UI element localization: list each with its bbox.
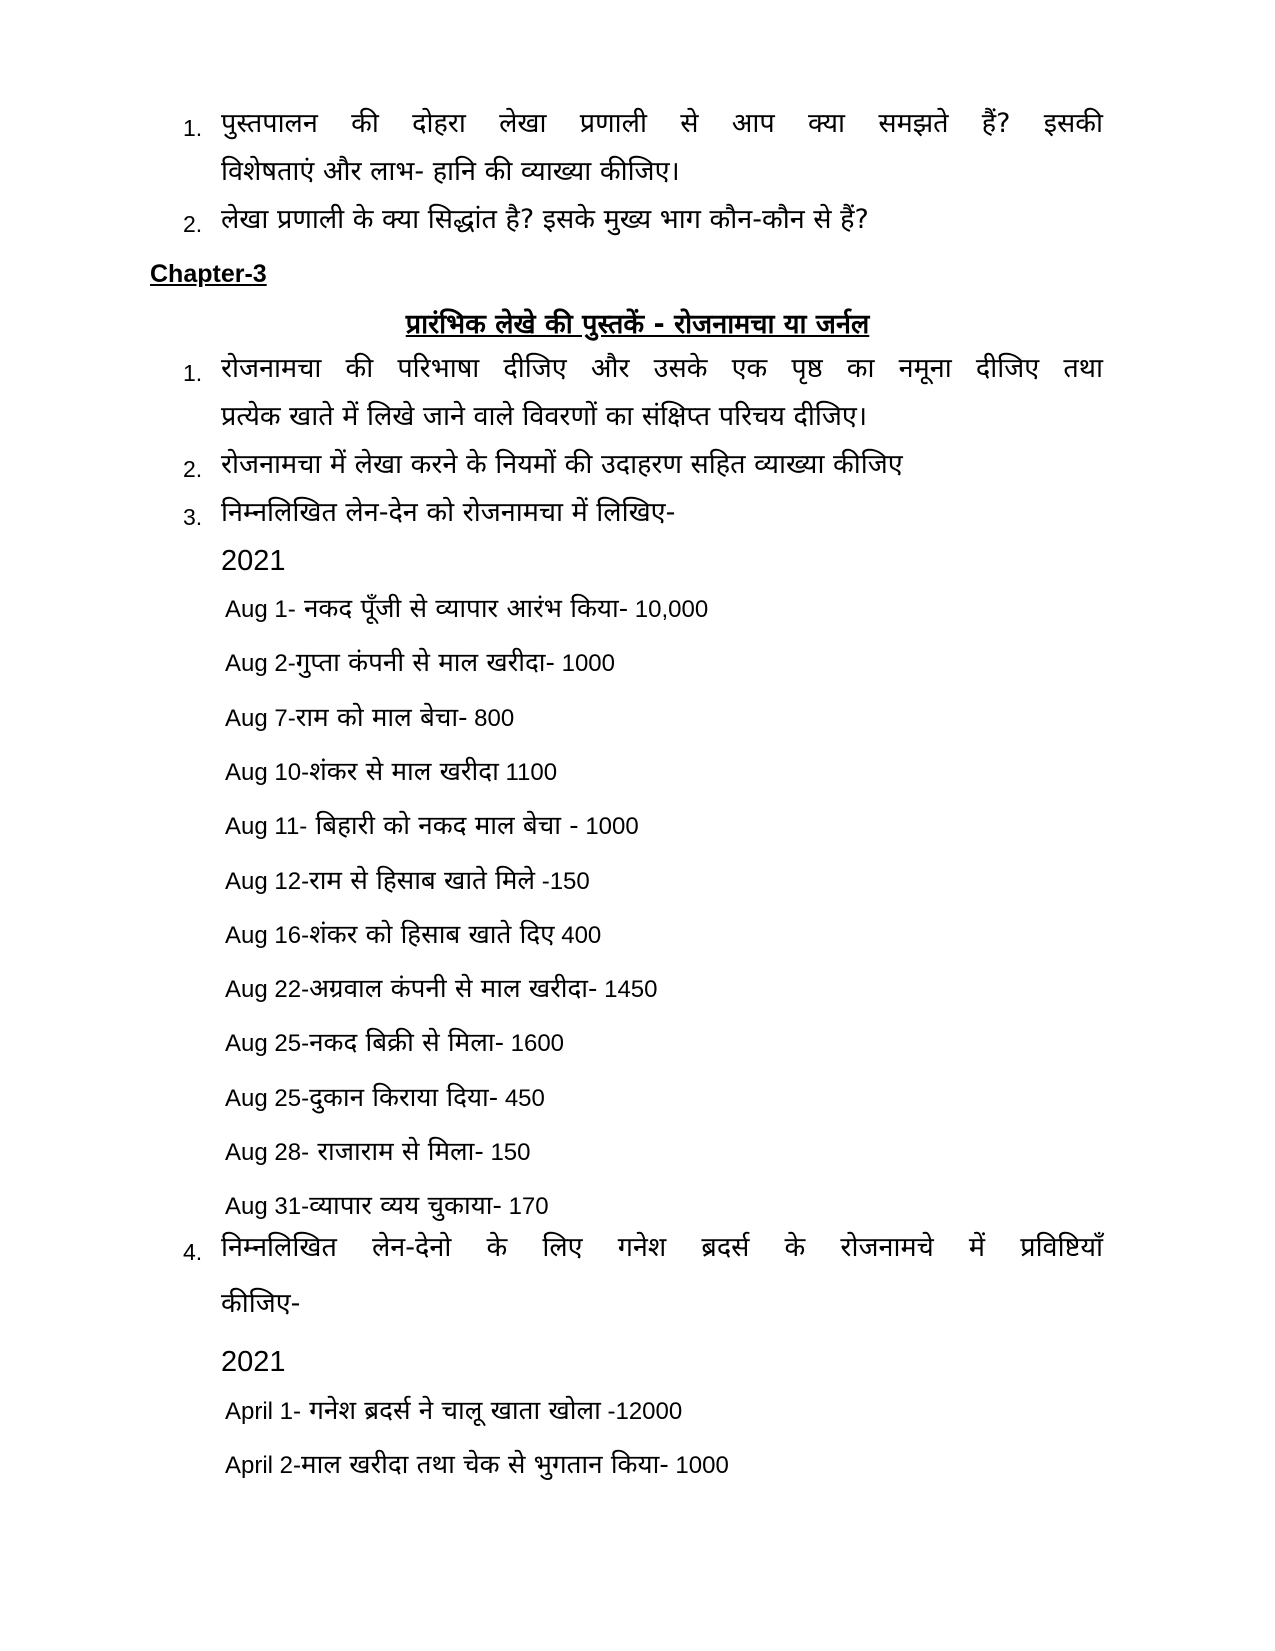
transaction-description: राजाराम से मिला-	[309, 1137, 484, 1167]
transaction-amount: 1000	[668, 1452, 729, 1479]
transaction-description: शंकर से माल खरीदा	[309, 756, 499, 787]
transaction-entry	[225, 596, 708, 622]
question-text: विशेषताएं और लाभ- हानि की व्याख्या कीजिए।	[221, 156, 680, 187]
transaction-date: April 2-	[225, 1452, 302, 1479]
transaction-amount: 400	[554, 921, 602, 949]
transaction-amount: 800	[467, 704, 515, 732]
transaction-amount: 170	[501, 1193, 549, 1221]
transaction-description: गनेश ब्रदर्स ने चालू खाता खोला	[301, 1396, 601, 1426]
chapter-heading: प्रारंभिक लेखे की पुस्तकें - रोजनामचा या जर्नल	[405, 309, 870, 340]
transaction-entry	[225, 1028, 565, 1059]
question-number: 2.	[183, 211, 203, 237]
transaction-date: Aug 16-	[225, 921, 310, 949]
transaction-amount: 450	[498, 1084, 545, 1112]
transaction-date: Aug 12-	[225, 867, 310, 895]
question-number: 2.	[183, 456, 203, 482]
transaction-amount: 150	[483, 1139, 531, 1166]
transaction-amount: 1000	[578, 813, 639, 841]
transaction-amount: 1100	[498, 758, 558, 786]
transaction-entry	[225, 974, 658, 1005]
transaction-date: Aug 25-	[225, 1084, 310, 1112]
transaction-description: राम को माल बेचा-	[295, 702, 468, 733]
transaction-amount: 1450	[597, 976, 658, 1004]
transaction-date: Aug 1-	[225, 596, 296, 623]
question-number: 3.	[183, 504, 203, 530]
transaction-amount: 1600	[503, 1030, 565, 1058]
question-number: 1.	[183, 360, 203, 386]
transaction-date: Aug 22-	[225, 976, 310, 1004]
chapter-label: Chapter-3	[150, 260, 267, 288]
transaction-entry	[225, 1398, 682, 1424]
transaction-entry	[225, 648, 615, 679]
question-number: 1.	[183, 115, 203, 141]
question-text: रोजनामचा में लेखा करने के नियमों की उदाहरण सहित व्याख्या कीजिए	[221, 449, 903, 480]
transaction-entry	[225, 1139, 531, 1165]
transaction-amount: -12000	[600, 1398, 683, 1425]
question-text: कीजिए-	[221, 1288, 301, 1319]
transaction-entry	[225, 811, 639, 842]
transaction-date: Aug 28-	[225, 1139, 310, 1166]
transaction-date: April 1-	[225, 1398, 302, 1425]
transaction-entry	[225, 1191, 549, 1222]
transaction-entry	[225, 919, 602, 950]
transaction-description: गुप्ता कंपनी से माल खरीदा-	[295, 648, 555, 679]
question-text: लेखा प्रणाली के क्या सिद्धांत है? इसके मुख्य भाग कौन-कौन से हैं?	[221, 204, 869, 235]
question-text: पुस्तपालन की दोहरा लेखा प्रणाली से आप क्या समझते हैं? इसकी	[221, 108, 1103, 139]
question-text: प्रत्येक खाते में लिखे जाने वाले विवरणों का संक्षिप्त परिचय दीजिए।	[221, 401, 868, 432]
transaction-entry	[225, 702, 515, 733]
transaction-entry	[225, 1452, 729, 1478]
transaction-entry	[225, 865, 590, 896]
transaction-date: Aug 31-	[225, 1193, 310, 1221]
question-text: निम्नलिखित लेन-देनो के लिए गनेश ब्रदर्स के रोजनामचे में प्रविष्टियाँ	[221, 1232, 1103, 1263]
transaction-entry	[225, 1082, 545, 1113]
transaction-amount: 10,000	[628, 596, 709, 623]
transaction-date: Aug 10-	[225, 758, 310, 786]
transaction-entry	[225, 756, 558, 787]
transaction-description: शंकर को हिसाब खाते दिए	[309, 919, 555, 950]
question-number: 4.	[183, 1239, 203, 1265]
year-label: 2021	[221, 545, 286, 577]
transaction-description: माल खरीदा तथा चेक से भुगतान किया-	[301, 1450, 669, 1480]
transaction-amount: 1000	[554, 650, 615, 678]
transaction-description: व्यापार व्यय चुकाया-	[309, 1191, 502, 1222]
transaction-date: Aug 2-	[225, 650, 296, 678]
transaction-date: Aug 25-	[225, 1030, 310, 1058]
year-label: 2021	[221, 1346, 286, 1378]
transaction-description: राम से हिसाब खाते मिले	[309, 865, 536, 896]
transaction-date: Aug 7-	[225, 704, 296, 732]
transaction-description: नकद बिक्री से मिला-	[309, 1028, 504, 1059]
transaction-amount: -150	[535, 867, 590, 895]
transaction-description: दुकान किराया दिया-	[309, 1082, 499, 1113]
question-text: निम्नलिखित लेन-देन को रोजनामचा में लिखिए-	[221, 497, 676, 528]
question-text: रोजनामचा की परिभाषा दीजिए और उसके एक पृष्ठ का नमूना दीजिए तथा	[221, 353, 1103, 384]
transaction-description: बिहारी को नकद माल बेचा -	[307, 811, 579, 842]
transaction-date: Aug 11-	[225, 813, 308, 841]
transaction-description: नकद पूँजी से व्यापार आरंभ किया-	[295, 594, 629, 624]
transaction-description: अग्रवाल कंपनी से माल खरीदा-	[309, 974, 598, 1005]
